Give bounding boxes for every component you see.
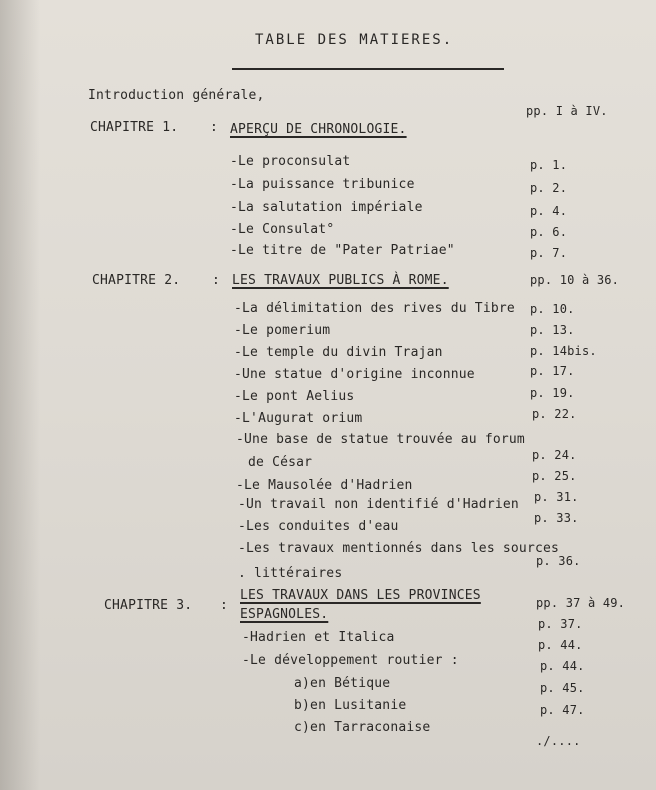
ch1-item-1: -La puissance tribunice: [230, 177, 415, 192]
ch2-item-7-page: p. 24.: [532, 448, 577, 462]
ch2-item-0-page: p. 10.: [530, 302, 575, 316]
ch2-item-3: -Une statue d'origine inconnue: [234, 367, 475, 382]
ch3-item-4-page: p. 47.: [540, 703, 585, 717]
intro-pages: pp. I à IV.: [526, 104, 608, 118]
ch3-item-0-page: p. 37.: [538, 617, 583, 631]
ch2-item-8: -Le Mausolée d'Hadrien: [236, 478, 413, 493]
chapter-1-label: CHAPITRE 1.: [90, 120, 179, 135]
continuation-mark: ./....: [536, 734, 581, 748]
chapter-2-title: LES TRAVAUX PUBLICS À ROME.: [232, 273, 449, 288]
ch1-item-2: -La salutation impériale: [230, 200, 423, 215]
ch2-item-6: -Une base de statue trouvée au forum: [236, 432, 525, 447]
ch2-item-11: -Les travaux mentionnés dans les sources: [238, 541, 560, 556]
chapter-1-title: APERÇU DE CHRONOLOGIE.: [230, 122, 407, 137]
ch2-item-2-page: p. 14bis.: [530, 344, 597, 358]
ch2-item-1: -Le pomerium: [234, 323, 331, 338]
title-underline: [232, 68, 504, 70]
ch2-item-12: . littéraires: [238, 566, 343, 581]
chapter-3-colon: :: [220, 598, 229, 613]
ch3-item-1-page: p. 44.: [538, 638, 583, 652]
chapter-3-title-line2: ESPAGNOLES.: [240, 607, 329, 622]
ch2-item-10: -Les conduites d'eau: [238, 519, 399, 534]
intro-label: Introduction générale,: [88, 88, 265, 103]
chapter-3-label: CHAPITRE 3.: [104, 598, 193, 613]
ch2-item-5-page: p. 22.: [532, 407, 577, 421]
ch2-item-10-page: p. 33.: [534, 511, 579, 525]
ch2-item-12-page: p. 36.: [536, 554, 581, 568]
ch1-item-4: -Le titre de "Pater Patriae": [230, 243, 455, 258]
ch2-item-9-page: p. 31.: [534, 490, 579, 504]
ch2-item-3-page: p. 17.: [530, 364, 575, 378]
ch2-item-4: -Le pont Aelius: [234, 389, 355, 404]
page-title: TABLE DES MATIERES.: [255, 32, 454, 48]
ch2-item-0: -La délimitation des rives du Tibre: [234, 301, 515, 316]
ch2-item-2: -Le temple du divin Trajan: [234, 345, 443, 360]
ch2-item-9: -Un travail non identifié d'Hadrien: [238, 497, 519, 512]
ch2-item-8-page: p. 25.: [532, 469, 577, 483]
ch3-item-3-page: p. 45.: [540, 681, 585, 695]
ch1-item-2-page: p. 4.: [530, 204, 568, 218]
ch2-item-7: de César: [248, 455, 313, 470]
ch1-item-1-page: p. 2.: [530, 181, 568, 195]
chapter-3-pages: pp. 37 à 49.: [536, 596, 626, 610]
ch3-item-4: c)en Tarraconaise: [294, 720, 431, 735]
ch3-item-3: b)en Lusitanie: [294, 698, 407, 713]
chapter-1-colon: :: [210, 120, 219, 135]
ch3-item-0: -Hadrien et Italica: [242, 630, 395, 645]
ch3-item-2-page: p. 44.: [540, 659, 585, 673]
ch1-item-0: -Le proconsulat: [230, 154, 351, 169]
chapter-2-colon: :: [212, 273, 221, 288]
chapter-2-label: CHAPITRE 2.: [92, 273, 181, 288]
page-edge-shadow: [0, 0, 40, 790]
ch2-item-4-page: p. 19.: [530, 386, 575, 400]
ch2-item-1-page: p. 13.: [530, 323, 575, 337]
ch1-item-4-page: p. 7.: [530, 246, 568, 260]
chapter-3-title: LES TRAVAUX DANS LES PROVINCES: [240, 588, 481, 603]
chapter-2-pages: pp. 10 à 36.: [530, 273, 620, 287]
ch1-item-0-page: p. 1.: [530, 158, 568, 172]
ch3-item-2: a)en Bétique: [294, 676, 391, 691]
ch1-item-3-page: p. 6.: [530, 225, 568, 239]
ch2-item-5: -L'Augurat orium: [234, 411, 363, 426]
ch3-item-1: -Le développement routier :: [242, 653, 459, 668]
ch1-item-3: -Le Consulat°: [230, 222, 335, 237]
